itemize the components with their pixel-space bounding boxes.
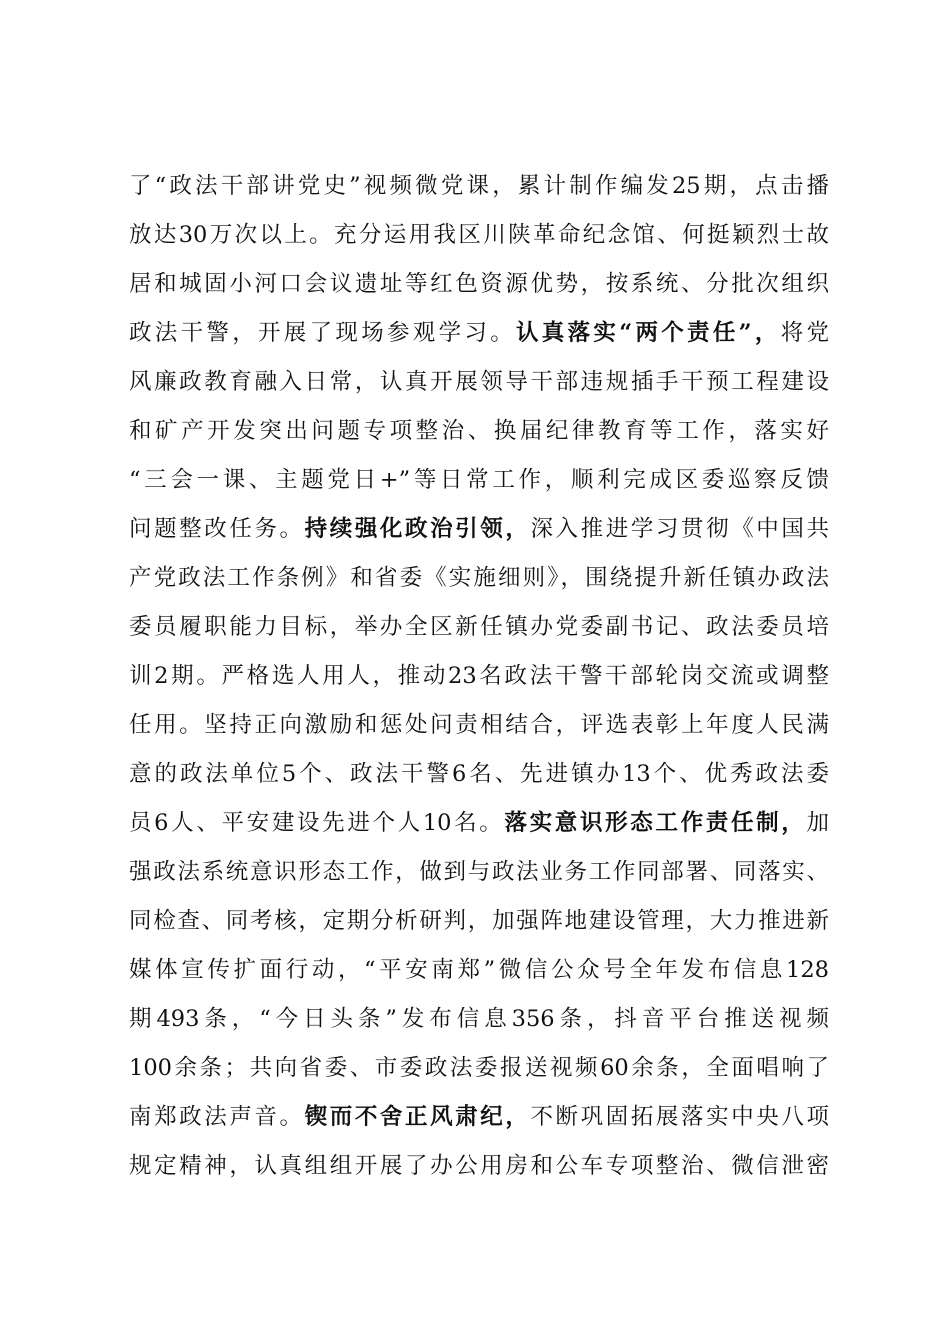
bold-heading-run: 持续强化政治引领， (304, 516, 531, 542)
text-line (129, 211, 829, 260)
text-line (129, 603, 829, 652)
text-line (129, 358, 829, 407)
text-line (129, 1142, 829, 1191)
text-run: 政法干警，开展了现场参观学习。 (129, 320, 516, 346)
text-run: 将党 (780, 320, 829, 346)
text-run: 规定精神，认真组组开展了办公用房和公车专项整治、微信泄密 (129, 1153, 829, 1179)
text-run: 居和城固小河口会议遗址等红色资源优势，按系统、分批次组织 (129, 271, 829, 297)
text-line (129, 162, 829, 211)
text-run: 产党政法工作条例》和省委《实施细则》，围绕提升新任镇办政法 (129, 565, 829, 591)
text-line (129, 995, 829, 1044)
text-line (129, 652, 829, 701)
body-paragraph (129, 162, 829, 1191)
text-run: 不断巩固拓展落实中央八项 (530, 1104, 829, 1130)
bold-heading-run: 落实意识形态工作责任制， (504, 810, 807, 836)
text-run: 媒体宣传扩面行动，“平安南郑”微信公众号全年发布信息128 (129, 957, 829, 983)
text-line (129, 505, 829, 554)
text-line (129, 799, 829, 848)
text-line (129, 456, 829, 505)
text-run: 意的政法单位5个、政法干警6名、先进镇办13个、优秀政法委 (129, 761, 829, 787)
text-run: 风廉政教育融入日常，认真开展领导干部违规插手干预工程建设 (129, 369, 829, 395)
text-line (129, 701, 829, 750)
text-run: 强政法系统意识形态工作，做到与政法业务工作同部署、同落实、 (129, 859, 829, 885)
text-line (129, 750, 829, 799)
text-run: 训2期。严格选人用人，推动23名政法干警干部轮岗交流或调整 (129, 663, 829, 689)
text-run: 深入推进学习贯彻《中国共 (530, 516, 829, 542)
bold-heading-run: 认真落实“两个责任”， (516, 320, 781, 346)
text-run: 问题整改任务。 (129, 516, 305, 542)
text-line (129, 260, 829, 309)
text-run: 委员履职能力目标，举办全区新任镇办党委副书记、政法委员培 (129, 614, 829, 640)
text-run: 了“政法干部讲党史”视频微党课，累计制作编发25期，点击播 (129, 173, 829, 199)
text-line (129, 309, 829, 358)
text-run: 100余条；共向省委、市委政法委报送视频60余条，全面唱响了 (129, 1055, 829, 1081)
text-run: 加 (806, 810, 829, 836)
text-line (129, 897, 829, 946)
text-run: 同检查、同考核，定期分析研判，加强阵地建设管理，大力推进新 (129, 908, 829, 934)
bold-heading-run: 锲而不舍正风肃纪， (304, 1104, 531, 1130)
text-run: 任用。坚持正向激励和惩处问责相结合，评选表彰上年度人民满 (129, 712, 829, 738)
text-line (129, 554, 829, 603)
text-line (129, 848, 829, 897)
text-line (129, 1044, 829, 1093)
text-run: 南郑政法声音。 (129, 1104, 305, 1130)
text-run: “三会一课、主题党日+”等日常工作，顺利完成区委巡察反馈 (129, 467, 829, 493)
text-line (129, 946, 829, 995)
text-run: 员6人、平安建设先进个人10名。 (129, 810, 505, 836)
text-run: 期493条，“今日头条”发布信息356条，抖音平台推送视频 (129, 1006, 829, 1032)
text-run: 和矿产开发突出问题专项整治、换届纪律教育等工作，落实好 (129, 418, 829, 444)
text-line (129, 407, 829, 456)
text-run: 放达30万次以上。充分运用我区川陕革命纪念馆、何挺颖烈士故 (129, 222, 829, 248)
text-line (129, 1093, 829, 1142)
